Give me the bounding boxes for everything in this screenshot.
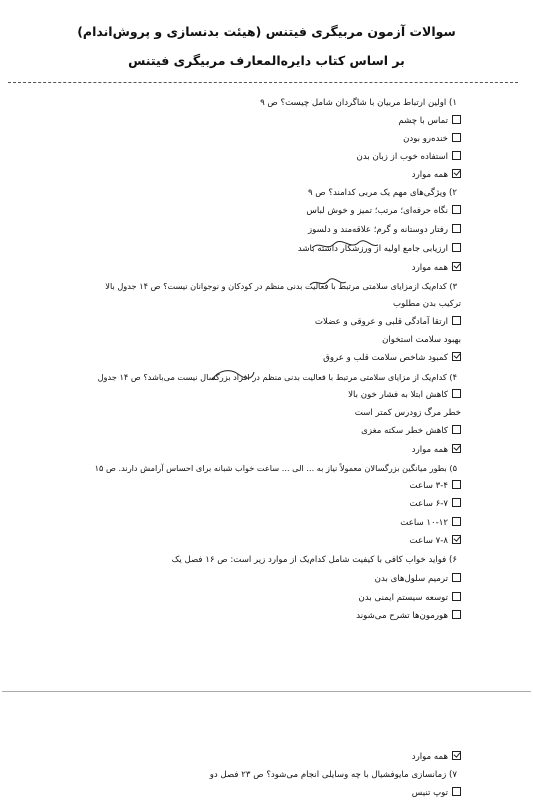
document-title: سوالات آزمون مربیگری فیتنس (هیئت بدنسازی و پروش‌اندام) bbox=[77, 24, 456, 39]
checkbox-icon[interactable] bbox=[452, 610, 461, 619]
question-5-text: ۵) بطور میانگین بزرگسالان معمولاً نیاز به ... الی ... ساعت خواب شبانه برای احساس آرامش دارند. ص ۱۵ bbox=[94, 463, 457, 473]
question-3-option-1[interactable]: ترکیب بدن مطلوب bbox=[393, 299, 461, 309]
checkbox-icon[interactable] bbox=[452, 425, 461, 434]
question-3-option-2[interactable]: ارتقا آمادگی قلبی و عروقی و عضلات bbox=[315, 316, 461, 328]
question-6-option-2[interactable]: توسعه سیستم ایمنی بدن bbox=[359, 592, 461, 604]
checkbox-icon[interactable] bbox=[452, 389, 461, 398]
question-7-text: ۷) زمانسازی مایوفشیال با چه وسایلی انجام می‌شود؟ ص ۲۳ فصل دو bbox=[209, 770, 457, 780]
question-4-option-3[interactable]: کاهش خطر سکته مغزی bbox=[361, 425, 461, 437]
checkbox-icon[interactable] bbox=[452, 517, 461, 526]
checked-checkbox-icon[interactable] bbox=[452, 352, 461, 361]
question-2-option-3[interactable]: ارزیابی جامع اولیه از ورزشکار داشته باشد bbox=[298, 243, 461, 255]
checkbox-icon[interactable] bbox=[452, 151, 461, 160]
checkbox-icon[interactable] bbox=[452, 592, 461, 601]
question-3-text: ۳) کدام‌یک ازمزایای سلامتی مرتبط با فعالیت بدنی منظم در کودکان و نوجوانان نیست؟ ص ۱۴ جدول بالا bbox=[105, 281, 457, 291]
checkbox-icon[interactable] bbox=[452, 480, 461, 489]
question-6-option-1[interactable]: ترمیم سلول‌های بدن bbox=[375, 573, 461, 585]
question-2-text: ۲) ویژگی‌های مهم یک مربی کدامند؟ ص ۹ bbox=[307, 188, 457, 198]
question-1-text: ۱) اولین ارتباط مربیان با شاگردان شامل چیست؟ ص ۹ bbox=[260, 98, 457, 108]
page2-answer-option[interactable]: همه موارد bbox=[412, 751, 461, 763]
checkbox-icon[interactable] bbox=[452, 133, 461, 142]
question-4-option-1[interactable]: کاهش ابتلا به فشار خون بالا bbox=[348, 389, 461, 401]
checked-checkbox-icon[interactable] bbox=[452, 444, 461, 453]
checkbox-icon[interactable] bbox=[452, 316, 461, 325]
dashed-separator bbox=[8, 82, 518, 83]
checked-checkbox-icon[interactable] bbox=[452, 751, 461, 760]
question-6-option-3[interactable]: هورمون‌ها تشرح می‌شوند bbox=[356, 610, 461, 622]
question-1-option-4[interactable]: همه موارد bbox=[412, 169, 461, 181]
question-6-text: ۶) فواید خواب کافی با کیفیت شامل کدام‌یک از موارد زیر است: ص ۱۶ فصل یک bbox=[171, 555, 457, 565]
checkbox-icon[interactable] bbox=[452, 243, 461, 252]
checkbox-icon[interactable] bbox=[452, 224, 461, 233]
checkbox-icon[interactable] bbox=[452, 205, 461, 214]
checkbox-icon[interactable] bbox=[452, 115, 461, 124]
question-5-option-2[interactable]: ۶-۷ ساعت bbox=[410, 498, 461, 510]
question-4-text: ۴) کدام‌یک از مزایای سلامتی مرتبط با فعالیت بدنی منظم در افراد بزرگسال نیست می‌باشد؟ ص ۱۴ جدول bbox=[97, 372, 457, 382]
question-2-option-2[interactable]: رفتار دوستانه و گرم؛ علاقه‌مند و دلسوز bbox=[308, 224, 461, 236]
checked-checkbox-icon[interactable] bbox=[452, 169, 461, 178]
checkbox-icon[interactable] bbox=[452, 787, 461, 796]
document-subtitle: بر اساس کتاب دایره‌المعارف مربیگری فیتنس bbox=[128, 53, 405, 68]
question-4-option-4[interactable]: همه موارد bbox=[412, 444, 461, 456]
question-2-option-1[interactable]: نگاه حرفه‌ای؛ مرتب؛ تمیز و خوش لباس bbox=[306, 205, 461, 217]
checked-checkbox-icon[interactable] bbox=[452, 262, 461, 271]
checkbox-icon[interactable] bbox=[452, 573, 461, 582]
question-1-option-3[interactable]: استفاده خوب از زبان بدن bbox=[357, 151, 461, 163]
question-2-option-4[interactable]: همه موارد bbox=[412, 262, 461, 274]
checked-checkbox-icon[interactable] bbox=[452, 535, 461, 544]
question-5-option-3[interactable]: ۱۰-۱۲ ساعت bbox=[400, 517, 461, 529]
question-7-option-1[interactable]: توپ تنیس bbox=[412, 787, 461, 799]
question-3-option-3[interactable]: بهبود سلامت استخوان bbox=[382, 335, 461, 345]
question-1-option-2[interactable]: خنده‌رو بودن bbox=[403, 133, 461, 145]
checkbox-icon[interactable] bbox=[452, 498, 461, 507]
question-5-option-4[interactable]: ۷-۸ ساعت bbox=[410, 535, 461, 547]
question-1-option-1[interactable]: تماس با چشم bbox=[398, 115, 461, 127]
question-3-option-4[interactable]: کمبود شاخص سلامت قلب و عروق bbox=[323, 352, 461, 364]
question-4-option-2[interactable]: خطر مرگ زودرس کمتر است bbox=[354, 408, 461, 418]
page-break-line bbox=[2, 691, 531, 692]
question-5-option-1[interactable]: ۳-۴ ساعت bbox=[410, 480, 461, 492]
